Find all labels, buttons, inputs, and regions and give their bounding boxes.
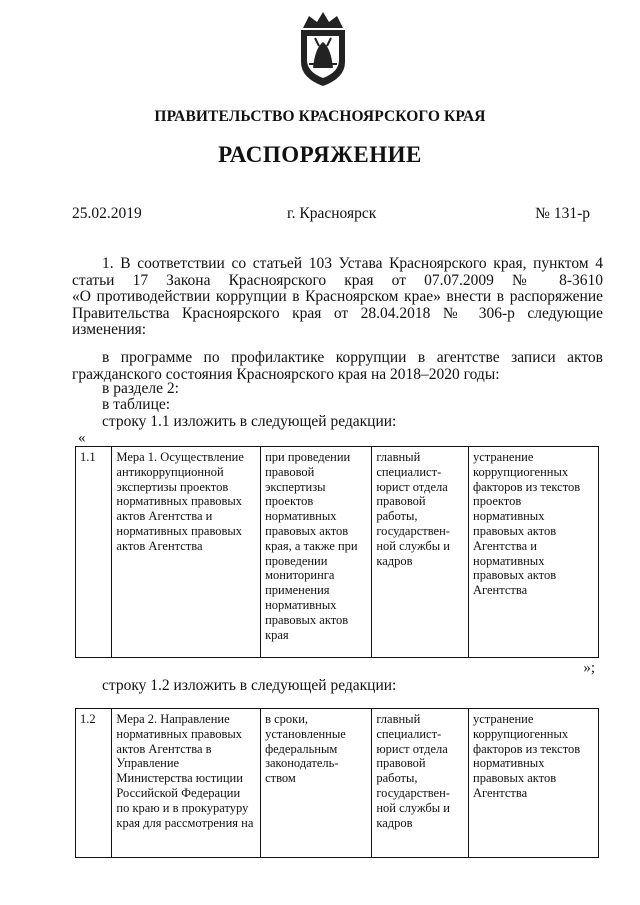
row-1-2-instruction: строку 1.2 изложить в следующей редакции: <box>102 677 397 694</box>
paragraph-1-line: статьи 17 Закона Красноярского края от 07.07.2009 № 8-3610 <box>72 271 603 289</box>
paragraph-table <box>72 397 603 414</box>
row-1-1-instruction: строку 1.1 изложить в следующей редакции: <box>102 413 397 430</box>
document-city: г. Красноярск <box>287 205 377 222</box>
cell-when: в сроки, установленные федеральным законодатель-ством <box>261 709 372 858</box>
cell-number: 1.1 <box>76 447 112 658</box>
table-row <box>76 709 599 858</box>
document-number: № 131-р <box>535 205 590 222</box>
table-row-1-2 <box>75 708 599 858</box>
paragraph-1-line: Правительства Красноярского края от 28.04.2018 № 306-р следующие <box>72 304 603 322</box>
quote-open: « <box>78 430 86 446</box>
cell-measure: Мера 2. Направление нормативных правовых актов Агентства в Управление Министерства юстиции Российской Федерации по краю и в прокуратуру края для рассмотрения на <box>112 709 261 858</box>
paragraph-1-line: изменения: <box>72 321 147 338</box>
quote-close: »; <box>583 660 595 676</box>
paragraph-row-1-1 <box>72 414 603 431</box>
paragraph-1 <box>72 256 603 339</box>
cell-result: устранение коррупциогенных факторов из текстов нормативных правовых актов Агентства <box>469 709 599 858</box>
cell-when: при проведении правовой экспертизы проектов нормативных правовых актов края, а также при проведении мониторинга применения нормативных правовых актов края <box>261 447 372 658</box>
cell-number: 1.2 <box>76 709 112 858</box>
paragraph-1-line: «О противодействии коррупции в Красноярском крае» внести в распоряжение <box>72 288 603 305</box>
paragraph-1-line: 1. В соответствии со статьей 103 Устава Красноярского края, пунктом 4 <box>102 255 603 272</box>
cell-responsible: главный специалист-юрист отдела правовой работы, государствен-ной службы и кадров <box>372 709 469 858</box>
paragraph-2 <box>72 350 603 383</box>
coat-of-arms-emblem <box>295 8 351 88</box>
table-row-1-1 <box>75 446 599 658</box>
document-type-title: РАСПОРЯЖЕНИЕ <box>218 142 422 167</box>
cell-result: устранение коррупциогенных факторов из текстов проектов нормативных правовых актов Агентства и нормативных правовых актов Агентства <box>469 447 599 658</box>
cell-responsible: главный специалист-юрист отдела правовой работы, государствен-ной службы и кадров <box>372 447 469 658</box>
government-name: ПРАВИТЕЛЬСТВО КРАСНОЯРСКОГО КРАЯ <box>154 108 486 125</box>
paragraph-2-line: в программе по профилактике коррупции в агентстве записи актов <box>102 349 603 366</box>
section-line: в разделе 2: <box>102 380 179 397</box>
paragraph-row-1-2 <box>72 678 603 695</box>
table-line: в таблице: <box>102 396 171 413</box>
cell-measure: Мера 1. Осуществление антикоррупционной экспертизы проектов нормативных правовых актов Агентства и нормативных правовых актов Агентства <box>112 447 261 658</box>
document-date: 25.02.2019 <box>72 205 142 222</box>
table-row <box>76 447 599 658</box>
paragraph-2-line: гражданского состояния Красноярского края на 2018–2020 годы: <box>72 365 500 383</box>
